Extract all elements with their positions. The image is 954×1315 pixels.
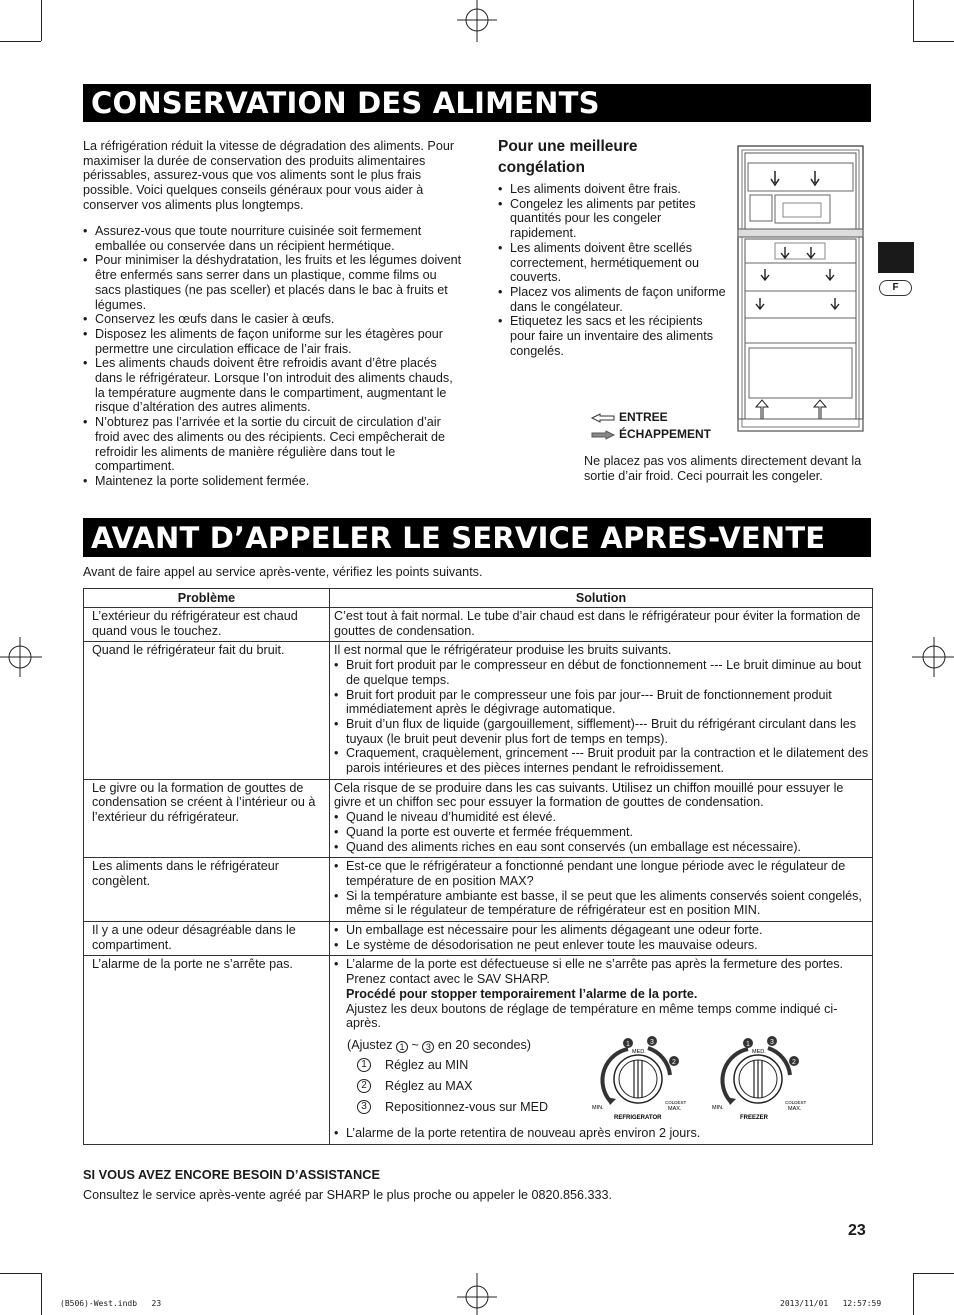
list-item: • Bruit fort produit par le compresseur en début de fonctionnement --- Le bruit diminue au bout de quelque temps. xyxy=(334,658,870,687)
step-label: Repositionnez-vous sur MED xyxy=(385,1100,549,1115)
solution-cell xyxy=(330,922,873,956)
problem-cell: Quand le réfrigérateur fait du bruit. xyxy=(84,642,330,779)
solution-text: C’est tout à fait normal. Le tube d’air chaud est dans le réfrigérateur pour éviter la formation de gouttes de condensation. xyxy=(334,609,861,638)
crop-mark xyxy=(41,1273,42,1315)
footer-file-info: (B506)-West.indb 23 xyxy=(60,1299,162,1308)
adjust-suffix: en 20 secondes) xyxy=(434,1037,531,1052)
table-row xyxy=(84,922,873,956)
adjust-range xyxy=(347,1035,548,1055)
column-header-problem: Problème xyxy=(84,589,330,608)
list-item: • Assurez-vous que toute nourriture cuisinée soit fermement emballée ou conservée dans un récipient hermétique. xyxy=(83,224,463,253)
list-item: • Quand des aliments riches en eau sont conservés (un emballage est nécessaire). xyxy=(334,840,870,855)
registration-mark xyxy=(455,0,499,42)
list-item: • Conservez les œufs dans le casier à œufs. xyxy=(83,312,463,327)
alarm-text: • L’alarme de la porte est défectueuse si elle ne s’arrête pas après la fermeture des portes. Prenez contact avec le SAV SHARP. xyxy=(346,957,844,987)
list-item: • Les aliments doivent être scellés correctement, hermétiquement ou couverts. xyxy=(498,241,726,285)
section-title-conservation: CONSERVATION DES ALIMENTS xyxy=(83,84,871,122)
registration-mark xyxy=(455,1273,499,1315)
alarm-steps-block xyxy=(334,1031,870,1126)
language-tab-label: F xyxy=(879,280,912,296)
solution-text: Il est normal que le réfrigérateur produise les bruits suivants. xyxy=(334,643,672,658)
airflow-note: Ne placez pas vos aliments directement devant la sortie d’air froid. Ceci pourrait les congeler. xyxy=(584,454,862,483)
dial-max-label: MAX. xyxy=(668,1105,682,1112)
crop-mark xyxy=(913,41,954,42)
freezer-dial xyxy=(712,1036,807,1121)
crop-mark xyxy=(913,0,914,41)
conservation-intro: La réfrigération réduit la vitesse de dégradation des aliments. Pour maximiser la durée de conservation des produits alimentaires périssables, assurez-vous que vos aliments sont le plus frais possible. Voici quelques conseils généraux pour vous aider à conserver vos aliments plus longtemps. xyxy=(83,139,455,212)
problem-cell: Il y a une odeur désagréable dans le compartiment. xyxy=(84,922,330,956)
legend-in-label: ENTREE xyxy=(619,410,668,425)
assistance-text: Consultez le service après-vente agréé par SHARP le plus proche ou appeler le 0820.856.333. xyxy=(83,1188,613,1202)
dial-med-label: MED. xyxy=(752,1048,766,1055)
crop-mark xyxy=(41,0,42,41)
list-item: • Congelez les aliments par petites quantités pour les congeler rapidement. xyxy=(498,197,726,241)
registration-mark xyxy=(912,635,954,679)
arrow-in-icon xyxy=(590,413,616,423)
step-number: 1 xyxy=(357,1058,371,1072)
svg-text:3: 3 xyxy=(650,1038,654,1046)
list-item: • Bruit d’un flux de liquide (gargouillement, sifflement)--- Bruit du réfrigérant circulant dans les tuyaux (le bruit peut devenir plus fort de temps en temps). xyxy=(334,717,870,746)
alarm-adjust-text: Ajustez les deux boutons de réglage de température en même temps comme indiqué ci-après. xyxy=(346,1001,838,1031)
table-header-row xyxy=(84,589,873,608)
alarm-steps xyxy=(347,1035,548,1118)
list-item: • Pour minimiser la déshydratation, les fruits et les légumes doivent être enfermés sans serrer dans un plastique, comme films ou sacs plastiques (ne pas sceller) et placés dans le bac à fruits et légumes. xyxy=(83,253,463,312)
list-item: • Craquement, craquèlement, grincement --- Bruit produit par la contraction et le dilatement des parois intérieures et des pièces internes pendant le refroidissement. xyxy=(334,746,870,775)
conservation-tips-list xyxy=(83,224,463,489)
svg-text:2: 2 xyxy=(792,1058,796,1066)
freezing-heading: Pour une meilleure congélation xyxy=(498,138,638,176)
crop-mark xyxy=(913,1273,914,1315)
problem-cell: Le givre ou la formation de gouttes de condensation se créent à l’intérieur ou à l’extérieur du réfrigérateur. xyxy=(84,779,330,858)
list-item: • N’obturez pas l’arrivée et la sortie du circuit de circulation d’air froid avec des aliments ou des récipients. Ceci empêcherait de refroidir les aliments de manière régulière dans tout le compartiment. xyxy=(83,415,463,474)
svg-text:2: 2 xyxy=(672,1058,676,1066)
step-item xyxy=(347,1097,548,1118)
step-number: 1 xyxy=(396,1041,408,1053)
list-item: • Disposez les aliments de façon uniforme sur les étagères pour permettre une circulation efficace de l’air frais. xyxy=(83,327,463,356)
crop-mark xyxy=(913,1273,954,1274)
arrow-out-icon xyxy=(590,430,616,440)
assistance-heading: SI VOUS AVEZ ENCORE BESOIN D’ASSISTANCE xyxy=(83,1167,380,1182)
table-row xyxy=(84,779,873,858)
registration-mark xyxy=(0,635,42,679)
dial-coldest-label: COLDEST xyxy=(665,1099,687,1105)
step-number: 3 xyxy=(357,1100,371,1114)
step-item xyxy=(347,1055,548,1076)
list-item: • Quand le niveau d’humidité est élevé. xyxy=(334,810,870,825)
crop-mark xyxy=(0,1273,41,1274)
fridge-airflow-diagram xyxy=(735,143,867,435)
solution-cell xyxy=(330,956,873,1144)
table-row xyxy=(84,642,873,779)
page-number: 23 xyxy=(848,1222,866,1239)
list-item: • Etiquetez les sacs et les récipients pour faire un inventaire des aliments congelés. xyxy=(498,314,726,358)
step-label: Réglez au MAX xyxy=(385,1079,473,1094)
problem-cell: Les aliments dans le réfrigérateur congèlent. xyxy=(84,858,330,922)
step-number: 3 xyxy=(422,1041,434,1053)
dial-freezer-label: FREEZER xyxy=(740,1114,769,1121)
solution-cell xyxy=(330,642,873,779)
language-tab-block xyxy=(878,242,914,273)
dial-max-label: MAX. xyxy=(788,1105,802,1112)
crop-mark xyxy=(0,41,41,42)
list-item: • Les aliments chauds doivent être refroidis avant d’être placés dans le réfrigérateur. Lorsque l’on introduit des aliments chauds, la température augmente dans le compartiment, augmentant le risque d’altération des autres aliments. xyxy=(83,356,463,415)
solution-cell xyxy=(330,608,873,642)
column-header-solution: Solution xyxy=(330,589,873,608)
list-item: • Placez vos aliments de façon uniforme dans le congélateur. xyxy=(498,285,726,314)
step-number: 2 xyxy=(357,1079,371,1093)
list-item: • Est-ce que le réfrigérateur a fonctionné pendant une longue période avec le régulateur de température de en position MAX? xyxy=(334,859,870,888)
legend-out-label: ÉCHAPPEMENT xyxy=(619,427,712,442)
solution-text: Cela risque de se produire dans les cas suivants. Utilisez un chiffon mouillé pour essuyer le givre et un chiffon sec pour essuyer la formation de gouttes de condensation. xyxy=(334,780,844,810)
freezing-tips-list xyxy=(498,182,726,358)
list-item: • Un emballage est nécessaire pour les aliments dégageant une odeur forte. xyxy=(334,923,870,938)
solution-cell xyxy=(330,858,873,922)
table-row xyxy=(84,956,873,1144)
adjust-tilde: ~ xyxy=(408,1037,423,1052)
service-intro: Avant de faire appel au service après-vente, vérifiez les points suivants. xyxy=(83,565,483,579)
section-title-service: AVANT D’APPELER LE SERVICE APRES-VENTE xyxy=(83,518,871,557)
problem-cell: L’extérieur du réfrigérateur est chaud quand vous le touchez. xyxy=(84,608,330,642)
problem-cell: L’alarme de la porte ne s’arrête pas. xyxy=(84,956,330,1144)
list-item: • Les aliments doivent être frais. xyxy=(498,182,726,197)
list-item: • Bruit fort produit par le compresseur une fois par jour--- Bruit de fonctionnement produit immédiatement après le dégivrage automatique. xyxy=(334,688,870,717)
svg-text:1: 1 xyxy=(746,1040,750,1048)
footer-timestamp: 2013/11/01 12:57:59 xyxy=(780,1299,882,1308)
dial-refrigerator-label: REFRIGERATOR xyxy=(614,1114,662,1121)
dial-med-label: MED. xyxy=(632,1048,646,1055)
dial-coldest-label: COLDEST xyxy=(785,1099,807,1105)
svg-text:3: 3 xyxy=(770,1038,774,1046)
list-item: • L’alarme de la porte retentira de nouveau après environ 2 jours. xyxy=(334,1126,870,1141)
list-item: • Si la température ambiante est basse, il se peut que les aliments conservés soient congelés, même si le régulateur de température de réfrigérateur est en position MIN. xyxy=(334,889,870,918)
dial-min-label: MIN. xyxy=(712,1104,724,1111)
refrigerator-dial xyxy=(592,1036,687,1121)
table-row xyxy=(84,858,873,922)
svg-text:1: 1 xyxy=(626,1040,630,1048)
alarm-procedure-heading: Procédé pour stopper temporairement l’alarme de la porte. xyxy=(346,986,698,1001)
step-label: Réglez au MIN xyxy=(385,1058,469,1073)
list-item: • Quand la porte est ouverte et fermée fréquemment. xyxy=(334,825,870,840)
airflow-legend xyxy=(590,409,711,443)
solution-cell xyxy=(330,779,873,858)
list-item: • Le système de désodorisation ne peut enlever toute les mauvaise odeurs. xyxy=(334,938,870,953)
temperature-dials-diagram xyxy=(588,1031,848,1126)
table-row xyxy=(84,608,873,642)
list-item xyxy=(334,957,870,1031)
dial-min-label: MIN. xyxy=(592,1104,604,1111)
step-item xyxy=(347,1076,548,1097)
adjust-prefix: (Ajustez xyxy=(347,1037,396,1052)
list-item: • Maintenez la porte solidement fermée. xyxy=(83,474,463,489)
troubleshooting-table xyxy=(83,588,873,1145)
